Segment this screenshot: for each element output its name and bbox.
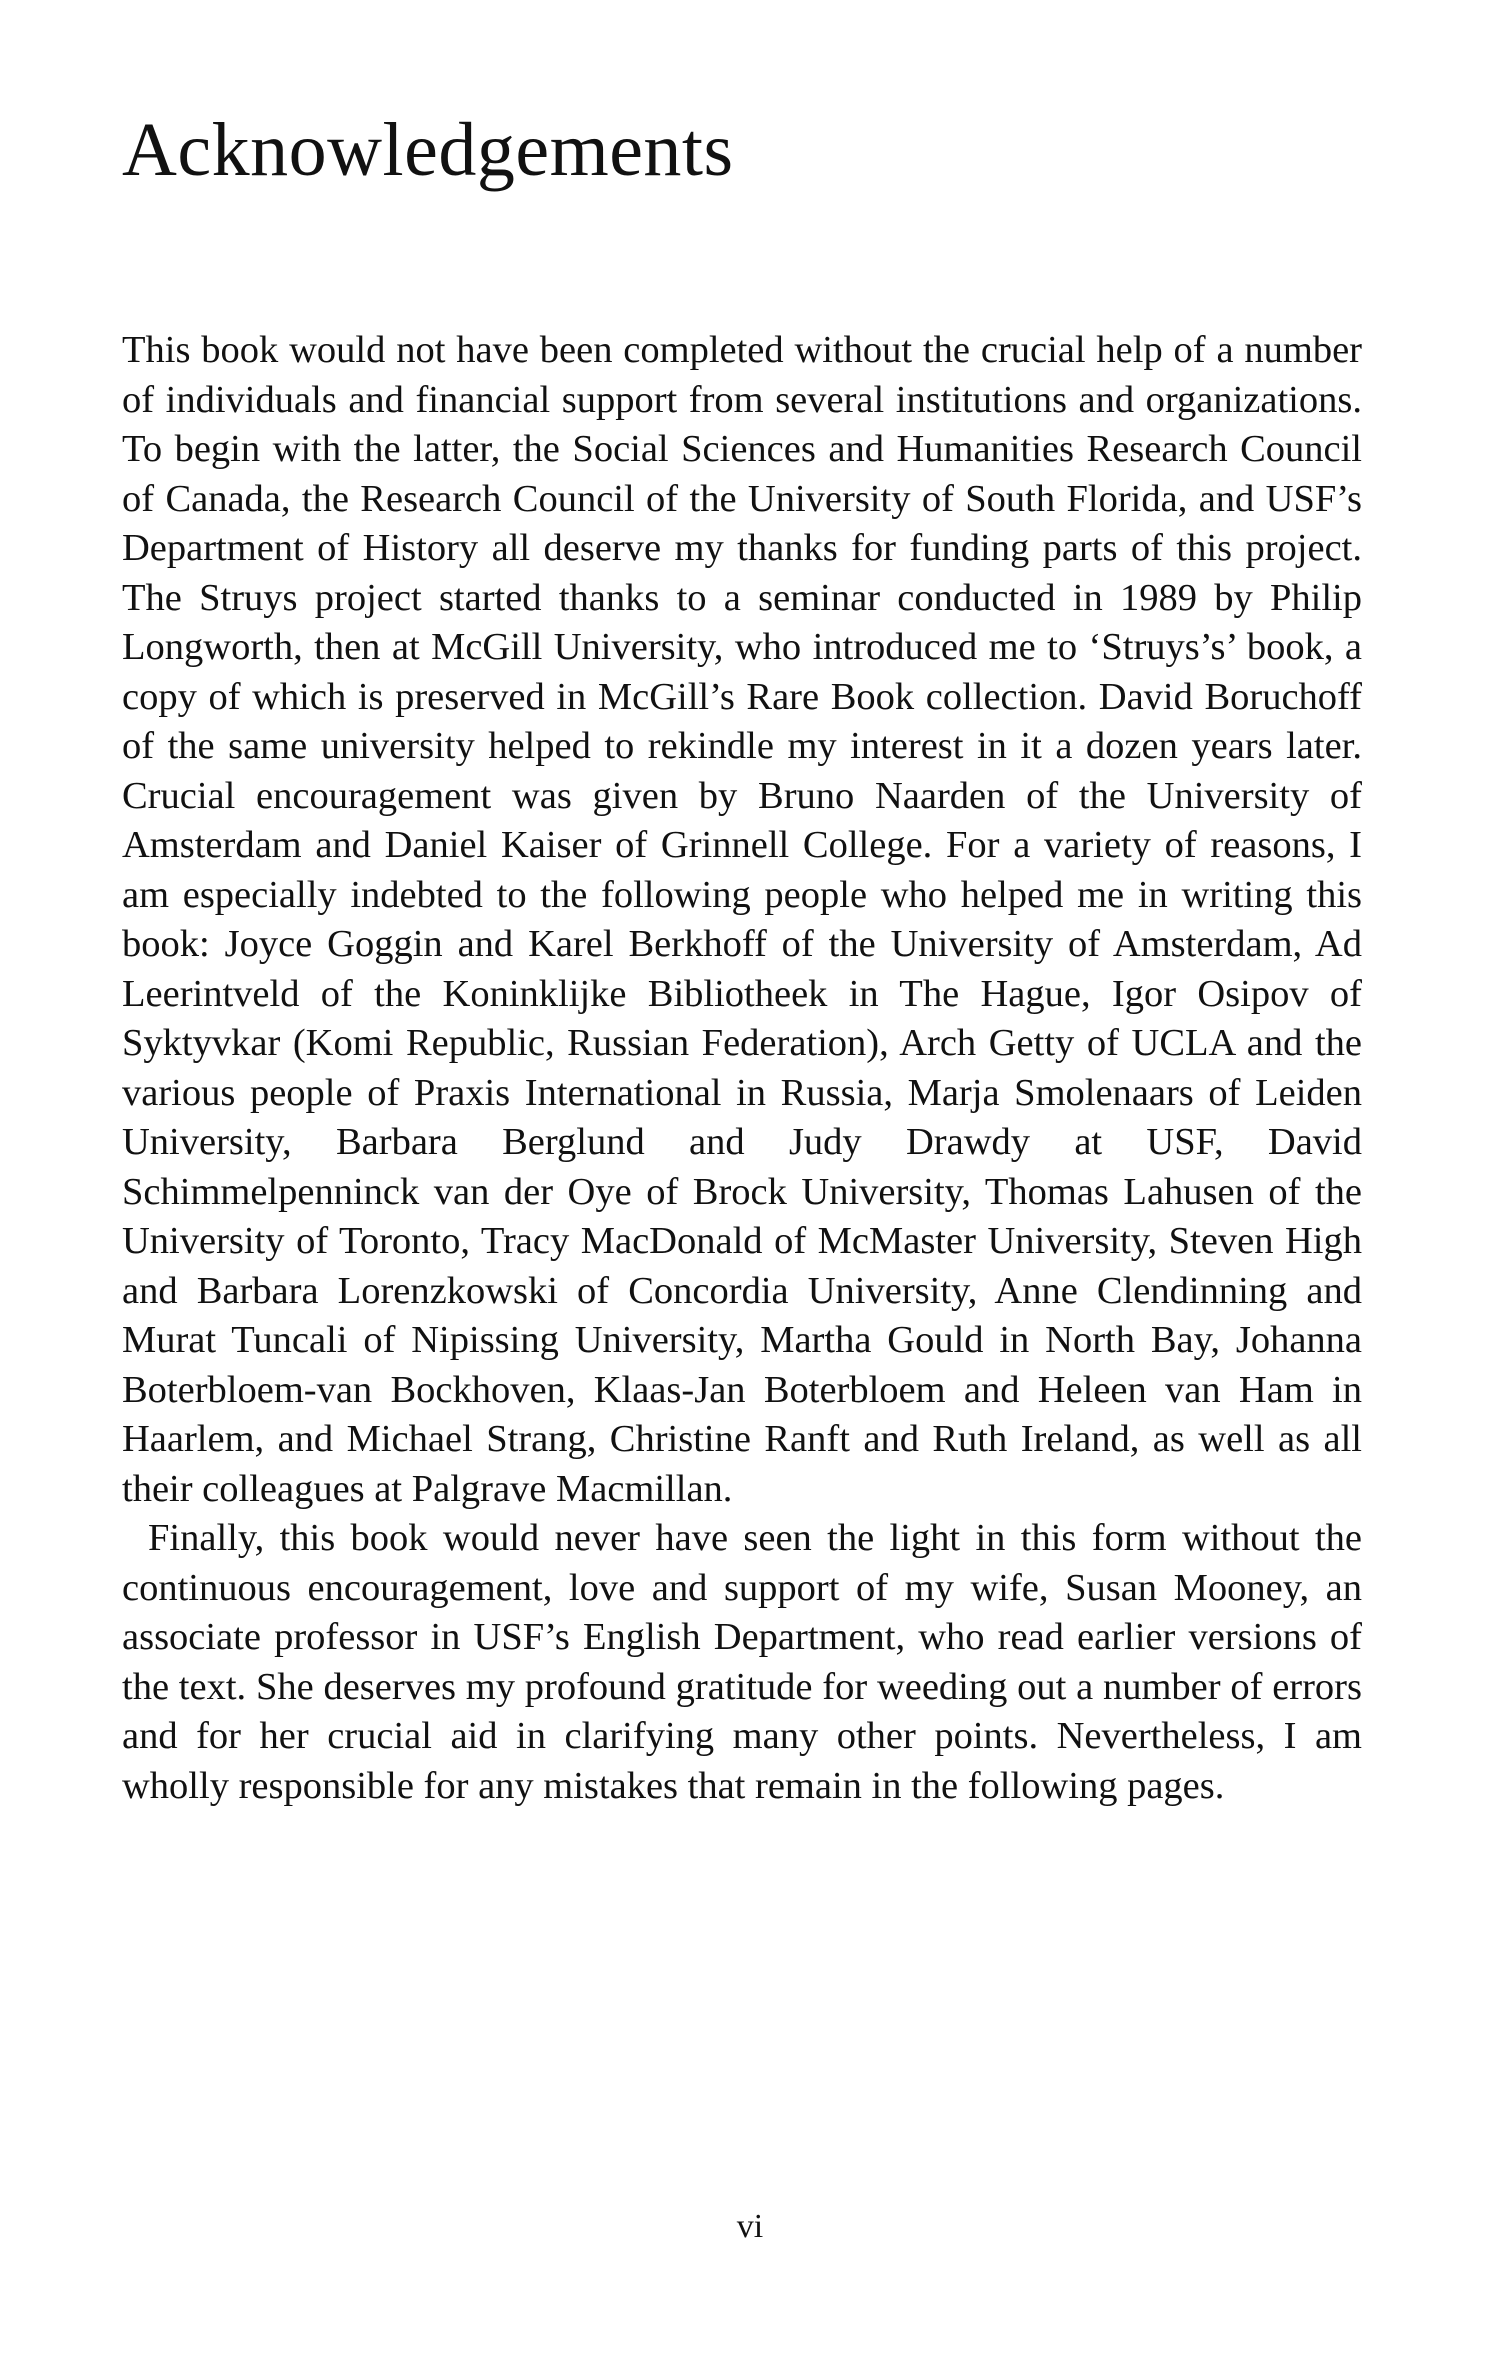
paragraph-institutions-and-people: This book would not have been completed without the crucial help of a number of individuals and financial support from several institutions and organizations. To begin with the latter, the Social Sciences and Humanities Research Council of Canada, the Research Council of the University of South Florida, and USF’s Department of History all deserve my thanks for funding parts of this project. The Struys project started thanks to a seminar conducted in 1989 by Philip Longworth, then at McGill University, who introduced me to ‘Struys’s’ book, a copy of which is preserved in McGill’s Rare Book collection. David Boruchoff of the same university helped to rekindle my interest in it a dozen years later. Crucial encouragement was given by Bruno Naarden of the University of Amsterdam and Daniel Kaiser of Grinnell College. For a variety of reasons, I am especially indebted to the following people who helped me in writing this book: Joyce Goggin and Karel Berkhoff of the University of Amsterdam, Ad Leerintveld of the Koninklijke Bibliotheek in The Hague, Igor Osipov of Syktyvkar (Komi Republic, Russian Federation), Arch Getty of UCLA and the various people of Praxis International in Russia, Marja Smolenaars of Leiden University, Barbara Berglund and Judy Drawdy at USF, David Schimmelpenninck van der Oye of Brock University, Thomas Lahusen of the University of Toronto, Tracy MacDonald of McMaster University, Steven High and Barbara Lorenzkowski of Concordia University, Anne Clendinning and Murat Tuncali of Nipissing University, Martha Gould in North Bay, Johanna Boterbloem-van Bockhoven, Klaas-Jan Boterbloem and Heleen van Ham in Haarlem, and Michael Strang, Christine Ranft and Ruth Ireland, as well as all their colleagues at Palgrave Macmillan. [122, 329, 1362, 1510]
acknowledgements-body [122, 326, 1362, 1811]
paragraph-wife-thanks: Finally, this book would never have seen the light in this form without the continuous encouragement, love and support of my wife, Susan Mooney, an associate professor in USF’s English Department, who read earlier versions of the text. She deserves my profound gratitude for weeding out a number of errors and for her crucial aid in clarifying many other points. Nevertheless, I am wholly responsible for any mistakes that remain in the following pages. [122, 1517, 1362, 1807]
page-number: vi [736, 2208, 764, 2245]
page-title: Acknowledgements [122, 108, 734, 192]
